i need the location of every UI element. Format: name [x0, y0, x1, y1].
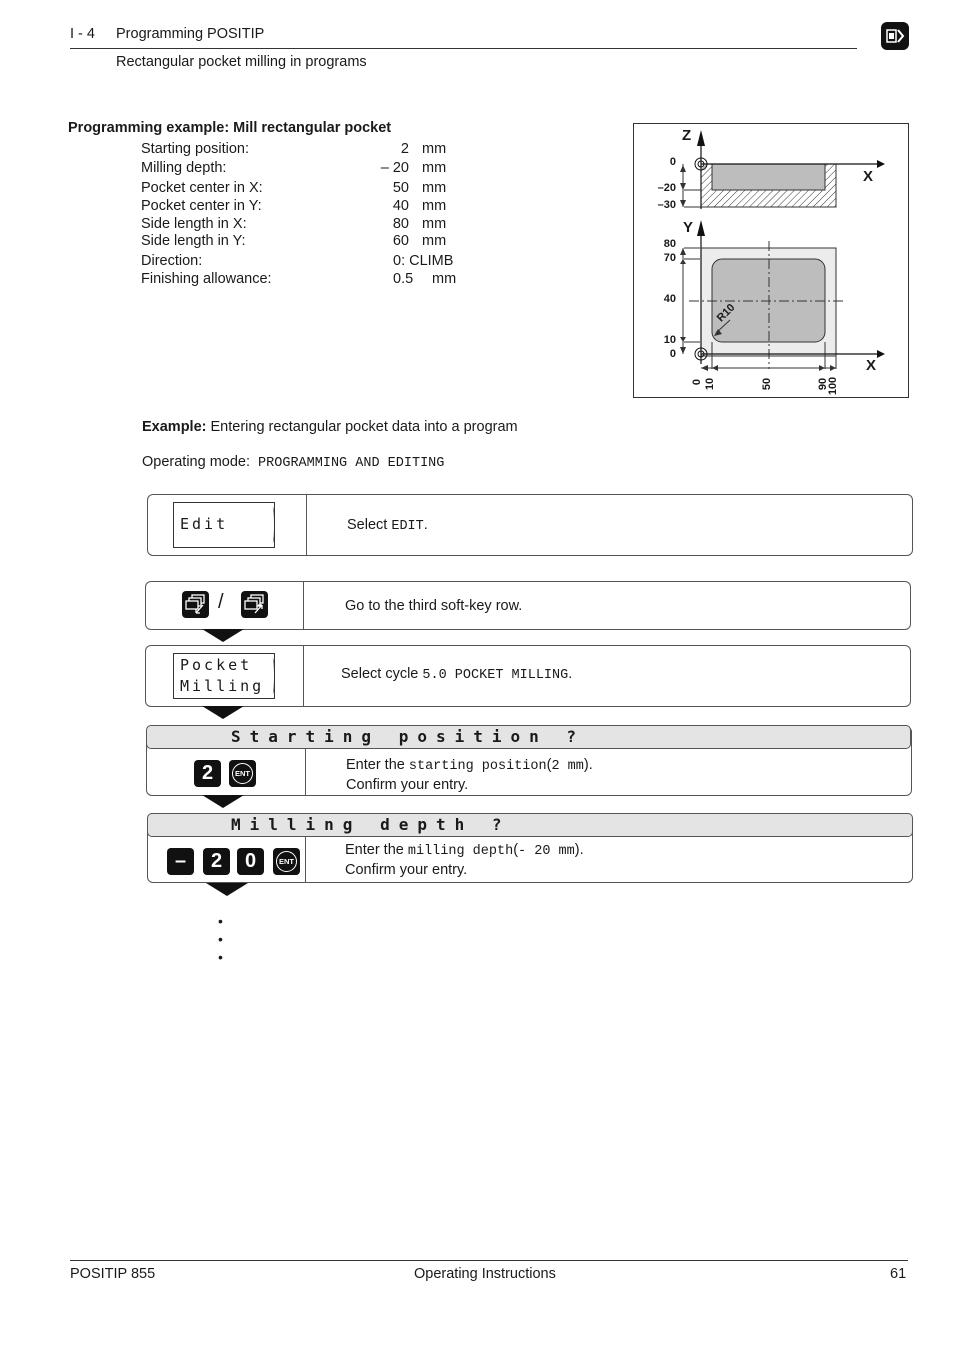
- pocket-text-end: .: [568, 666, 573, 682]
- parameter-row: [0, 198, 480, 218]
- pocket-text: Select cycle: [341, 666, 419, 682]
- edit-softkey-label: Edit: [180, 515, 229, 533]
- parameter-value: 80: [392, 216, 409, 232]
- parameter-row: [0, 233, 480, 253]
- pocket-softkey-line1: Pocket: [180, 656, 253, 674]
- edit-text: Select: [347, 517, 388, 533]
- section-number: I - 4: [70, 26, 95, 42]
- ent-key[interactable]: [273, 848, 300, 875]
- step-divider: [305, 836, 306, 882]
- continuation-dot: •: [218, 931, 223, 947]
- pocket-instruction: [341, 664, 572, 686]
- y-tick-10: 10: [663, 334, 676, 346]
- milling-depth-prompt: Milling depth ?: [231, 815, 511, 834]
- flow-arrow: [202, 795, 244, 808]
- parameter-label: Pocket center in Y:: [141, 198, 262, 214]
- edit-softkey[interactable]: [173, 502, 275, 548]
- start-instruction-line2: Confirm your entry.: [346, 777, 469, 793]
- page-subtitle: Rectangular pocket milling in programs: [116, 54, 367, 70]
- x-tick-100: 100: [827, 376, 840, 396]
- depth-value: - 20 mm: [518, 844, 575, 859]
- start-text: Enter the: [346, 757, 405, 773]
- parameter-label: Starting position:: [141, 141, 250, 157]
- digit-2-key[interactable]: 2: [194, 760, 221, 787]
- step-divider: [303, 646, 304, 706]
- example-label: Example:: [142, 419, 207, 435]
- softkey-row-next-key[interactable]: [241, 591, 268, 618]
- header-rule: [70, 48, 857, 49]
- chapter-tab-icon: [881, 22, 909, 50]
- parameter-unit: mm: [422, 216, 447, 232]
- depth-instruction-line2: Confirm your entry.: [345, 862, 468, 878]
- y-tick-40: 40: [663, 293, 676, 305]
- softkey-row-instruction: Go to the third soft-key row.: [345, 598, 523, 614]
- parameter-value: – 20: [380, 160, 409, 176]
- minus-key[interactable]: –: [167, 848, 194, 875]
- parameter-label: Side length in X:: [141, 216, 247, 232]
- softkey-row-separator: /: [218, 591, 224, 613]
- step-pocket-milling: [145, 645, 911, 707]
- start-paren-open: (: [546, 757, 552, 773]
- ent-key-label: ENT: [232, 763, 253, 784]
- z-tick-2: –30: [657, 199, 676, 211]
- example-caption: [142, 419, 518, 435]
- parameter-row: [0, 141, 480, 161]
- parameter-unit: mm: [422, 233, 447, 249]
- parameter-value: 0.5: [393, 271, 414, 287]
- radius-label: R10: [714, 301, 738, 325]
- parameter-unit: mm: [422, 180, 447, 196]
- x-tick-0: 0: [691, 378, 704, 386]
- continuation-dot: •: [218, 913, 223, 929]
- pocket-milling-softkey[interactable]: [173, 653, 275, 699]
- digit-2-key[interactable]: 2: [203, 848, 230, 875]
- y-tick-0: 0: [669, 348, 676, 360]
- step-softkey-row: [145, 581, 911, 630]
- page-title: Programming POSITIP: [116, 26, 265, 42]
- z-tick-1: –20: [657, 182, 676, 194]
- mode-label: Operating mode:: [142, 454, 251, 470]
- softkey-row-prev-key[interactable]: [182, 591, 209, 618]
- parameter-row: [0, 160, 480, 180]
- start-paren-close: ).: [583, 757, 593, 773]
- page-number: 61: [890, 1266, 907, 1282]
- edit-code: EDIT: [391, 519, 424, 534]
- starting-position-dialog: [146, 725, 911, 749]
- parameter-unit: mm: [422, 141, 447, 157]
- edit-text-end: .: [423, 517, 428, 533]
- step-edit: [147, 494, 913, 556]
- mode-value: PROGRAMMING AND EDITING: [258, 456, 445, 471]
- start-value: 2 mm: [551, 759, 584, 774]
- footer-doc-title: Operating Instructions: [414, 1266, 556, 1282]
- example-heading: Programming example: Mill rectangular pocket: [68, 120, 392, 136]
- x-tick-90: 90: [817, 377, 830, 391]
- parameter-row: [0, 180, 480, 200]
- y-tick-70: 70: [663, 252, 676, 264]
- pocket-drawing: [633, 123, 909, 398]
- footer-product: POSITIP 855: [70, 1266, 156, 1282]
- y-tick-80: 80: [663, 238, 676, 250]
- step-divider: [306, 495, 307, 555]
- ent-key[interactable]: [229, 760, 256, 787]
- z-axis-label: Z: [682, 127, 692, 144]
- parameter-value: 2: [400, 141, 409, 157]
- start-code: starting position: [408, 759, 547, 774]
- ent-key-label: ENT: [276, 851, 297, 872]
- parameter-label: Pocket center in X:: [141, 180, 263, 196]
- continuation-dot: •: [218, 949, 223, 965]
- x-axis-label-top: X: [863, 168, 874, 185]
- parameter-value: 0: CLIMB: [393, 253, 454, 269]
- depth-instruction-line1: [345, 840, 584, 862]
- depth-code: milling depth: [407, 844, 514, 859]
- starting-position-prompt: Starting position ?: [231, 727, 586, 746]
- footer-rule: [70, 1260, 908, 1261]
- parameter-label: Direction:: [141, 253, 203, 269]
- x-axis-label-bottom: X: [866, 357, 877, 374]
- parameter-value: 50: [392, 180, 409, 196]
- parameter-row: [0, 271, 480, 291]
- parameter-value: 40: [392, 198, 409, 214]
- page-layers-icon: [182, 591, 209, 618]
- start-instruction-line1: [346, 755, 593, 777]
- flow-arrow: [206, 883, 248, 896]
- parameter-unit: mm: [432, 271, 457, 287]
- page-layers-icon: [241, 591, 268, 618]
- flow-arrow: [202, 706, 244, 719]
- depth-paren-close: ).: [574, 842, 584, 858]
- parameter-row: [0, 253, 480, 273]
- x-tick-50: 50: [761, 377, 774, 391]
- milling-depth-dialog: [147, 813, 913, 837]
- depth-text: Enter the: [345, 842, 404, 858]
- parameter-unit: mm: [422, 198, 447, 214]
- parameter-label: Milling depth:: [141, 160, 227, 176]
- parameter-label: Side length in Y:: [141, 233, 246, 249]
- parameter-unit: mm: [422, 160, 447, 176]
- flow-arrow: [202, 629, 244, 642]
- parameter-label: Finishing allowance:: [141, 271, 272, 287]
- example-text: Entering rectangular pocket data into a program: [210, 419, 518, 435]
- step-divider: [305, 749, 306, 795]
- x-tick-10: 10: [704, 377, 717, 391]
- y-axis-label: Y: [683, 219, 694, 236]
- operating-mode: [142, 454, 444, 471]
- depth-paren-open: (: [513, 842, 519, 858]
- parameter-value: 60: [392, 233, 409, 249]
- z-tick-0: 0: [669, 156, 676, 168]
- pocket-softkey-line2: Milling: [180, 677, 265, 695]
- digit-0-key[interactable]: 0: [237, 848, 264, 875]
- step-divider: [303, 582, 304, 629]
- pocket-code: 5.0 POCKET MILLING: [422, 668, 569, 683]
- edit-instruction: [347, 515, 428, 537]
